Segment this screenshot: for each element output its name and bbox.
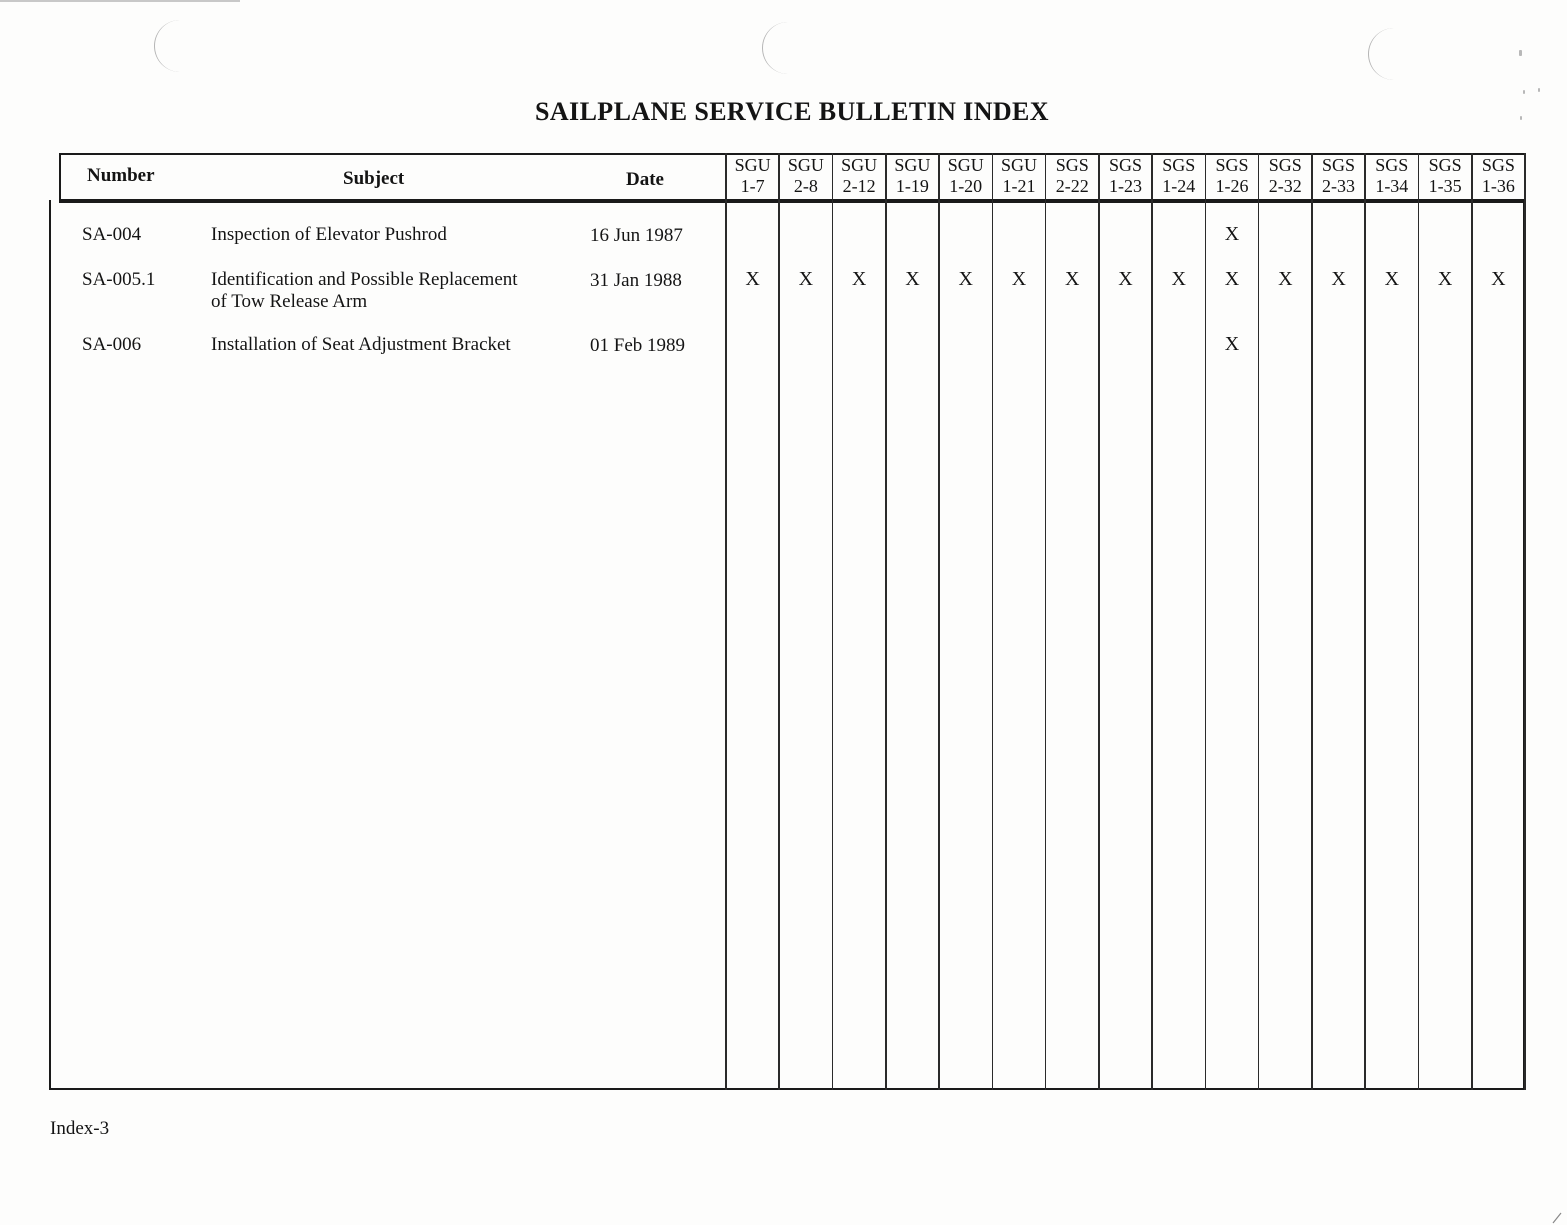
subject-column-header: Subject [343, 168, 405, 189]
applicability-mark: X [1437, 268, 1453, 290]
binder-hole-left [154, 20, 181, 72]
column-divider [1205, 153, 1207, 1090]
model-series: SGU [841, 155, 878, 175]
model-series: SGS [1428, 155, 1462, 175]
binder-hole-center [762, 22, 789, 74]
header-separator [59, 199, 1526, 203]
subject-line: Inspection of Elevator Pushrod [211, 224, 447, 245]
column-divider [938, 153, 940, 1090]
column-divider [885, 153, 887, 1090]
scan-speck [1519, 50, 1522, 56]
scan-speck [1523, 90, 1525, 94]
applicability-mark: X [1171, 268, 1186, 290]
model-column-header [1259, 153, 1312, 199]
model-series: SGU [734, 155, 771, 175]
model-column-header [833, 153, 886, 199]
model-column-header [1472, 153, 1525, 199]
applicability-mark: X [905, 268, 920, 290]
model-series: SGS [1108, 155, 1142, 175]
model-number: 1-34 [1375, 176, 1409, 196]
applicability-mark: X [1491, 268, 1506, 290]
model-column-header [726, 153, 779, 199]
column-divider [1258, 153, 1260, 1090]
model-series: SGS [1322, 155, 1356, 175]
applicability-mark: X [1384, 268, 1400, 290]
bulletin-number: SA-006 [82, 334, 142, 355]
subject-line: of Tow Release Arm [211, 291, 368, 312]
column-divider [1151, 153, 1153, 1090]
bulletin-date: 31 Jan 1988 [590, 270, 682, 291]
number-column-header: Number [87, 165, 155, 186]
model-number: 2-33 [1322, 176, 1356, 196]
applicability-mark: X [1331, 268, 1346, 290]
binder-hole-right [1368, 28, 1395, 80]
applicability-mark: X [1224, 333, 1240, 355]
bulletin-subject [211, 224, 581, 246]
model-column-header [1152, 153, 1205, 199]
date-column-header: Date [626, 169, 664, 190]
model-series: SGS [1268, 155, 1302, 175]
bulletin-number: SA-004 [82, 224, 142, 245]
subject-line: Identification and Possible Replacement [211, 269, 518, 290]
model-column-header [1205, 153, 1258, 199]
page-title: SAILPLANE SERVICE BULLETIN INDEX [535, 97, 1049, 126]
model-number: 1-24 [1162, 176, 1196, 196]
model-series: SGS [1055, 155, 1089, 175]
applicability-mark: X [1224, 223, 1240, 245]
model-series: SGS [1481, 155, 1515, 175]
applicability-mark: X [1278, 268, 1293, 290]
model-number: 1-23 [1108, 176, 1142, 196]
model-number: 1-7 [740, 176, 765, 196]
model-column-header [1046, 153, 1099, 199]
model-number: 2-32 [1268, 176, 1302, 196]
applicability-mark: X [851, 268, 867, 290]
model-column-header [1418, 153, 1471, 199]
column-divider [778, 153, 780, 1090]
model-number: 1-36 [1481, 176, 1515, 196]
model-column-header [992, 153, 1045, 199]
bulletin-date: 16 Jun 1987 [590, 225, 683, 246]
model-series: SGU [947, 155, 984, 175]
model-number: 2-8 [793, 176, 818, 196]
subject-line: Installation of Seat Adjustment Bracket [211, 334, 511, 355]
column-divider [725, 153, 727, 1090]
applicability-mark: X [1224, 268, 1240, 290]
model-number: 2-12 [842, 176, 876, 196]
model-series: SGU [894, 155, 931, 175]
bulletin-subject [211, 269, 581, 313]
applicability-mark: X [1011, 268, 1027, 290]
model-number: 2-22 [1055, 176, 1089, 196]
model-column-header [1365, 153, 1418, 199]
page-corner-mark [1547, 1205, 1567, 1225]
model-column-header [1099, 153, 1152, 199]
column-divider [1311, 153, 1313, 1090]
column-divider [1524, 153, 1526, 1090]
column-divider [1364, 153, 1366, 1090]
model-series: SGS [1162, 155, 1196, 175]
column-divider [1471, 153, 1473, 1090]
scan-speck [1538, 88, 1540, 92]
bulletin-number: SA-005.1 [82, 269, 156, 290]
model-series: SGU [787, 155, 824, 175]
column-divider [1418, 153, 1420, 1090]
column-divider [832, 153, 834, 1090]
applicability-mark: X [745, 268, 760, 290]
model-column-header [939, 153, 992, 199]
model-number: 1-26 [1215, 176, 1249, 196]
page-top-edge [0, 0, 240, 2]
model-number: 1-21 [1002, 176, 1036, 196]
column-divider [1045, 153, 1047, 1090]
model-number: 1-20 [949, 176, 983, 196]
bulletin-date: 01 Feb 1989 [590, 335, 685, 356]
applicability-mark: X [798, 268, 814, 290]
model-series: SGU [1000, 155, 1037, 175]
model-series: SGS [1375, 155, 1409, 175]
model-column-header [886, 153, 939, 199]
model-number: 1-35 [1428, 176, 1462, 196]
applicability-mark: X [958, 268, 973, 290]
applicability-mark: X [1118, 268, 1133, 290]
applicability-mark: X [1064, 268, 1080, 290]
bulletin-subject [211, 334, 581, 356]
column-divider [992, 153, 994, 1090]
model-number: 1-19 [895, 176, 929, 196]
model-series: SGS [1215, 155, 1249, 175]
model-column-header [779, 153, 832, 199]
page-footer: Index-3 [50, 1118, 110, 1139]
column-divider [1098, 153, 1100, 1090]
model-column-header [1312, 153, 1365, 199]
